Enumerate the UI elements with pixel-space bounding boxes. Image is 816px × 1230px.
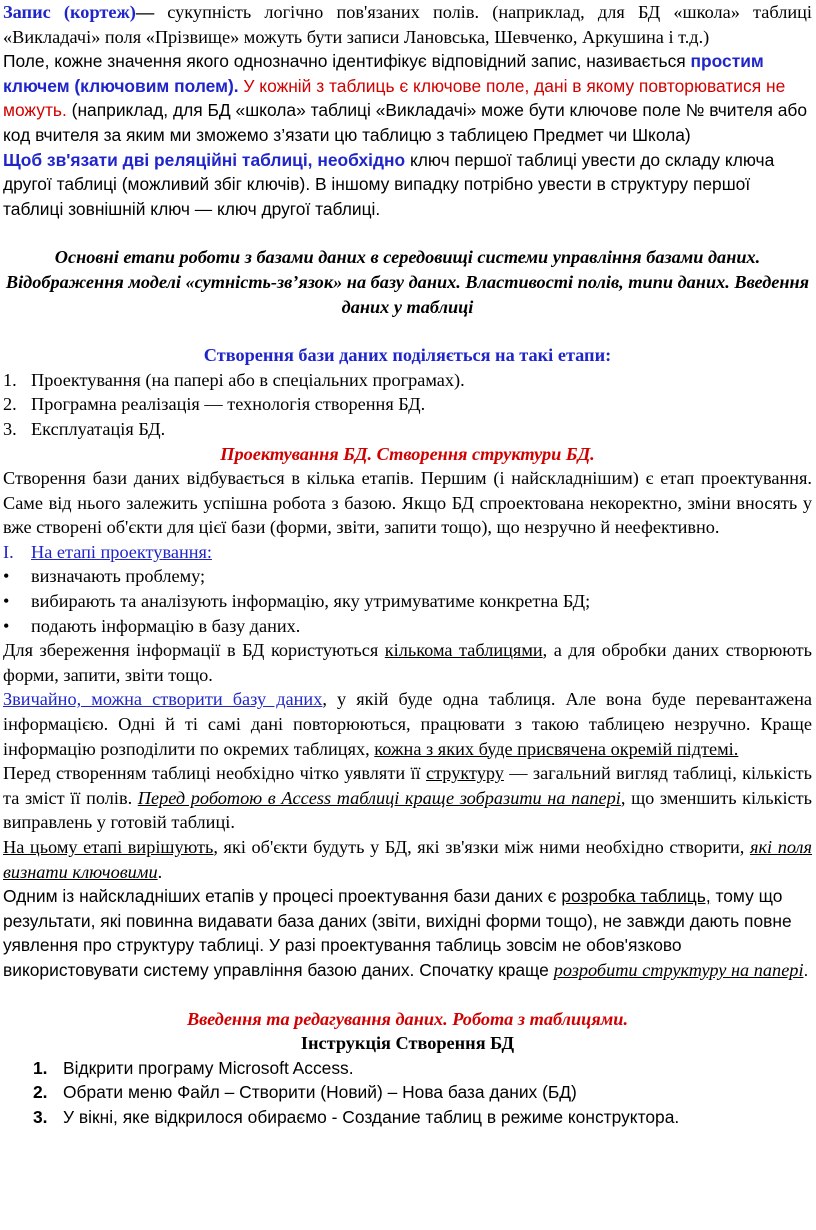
key-example: (наприклад, для БД «школа» таблиці «Викладачі» може бути ключове поле № вчителя або код вчителя за яким ми зможемо з’язати цю таблицю з таблицею Предмет чи Школа) bbox=[3, 100, 808, 145]
instruction-steps bbox=[3, 1056, 812, 1130]
underlined-text: розробка таблиць, bbox=[561, 886, 711, 907]
paragraph-key bbox=[3, 49, 812, 147]
underlined-text: структуру bbox=[425, 763, 504, 784]
italic-underlined-text: які поля визнати ключовими bbox=[3, 837, 812, 882]
underlined-text: кожна з яких буде присвячена окремій підтемі. bbox=[374, 738, 739, 759]
list-item: 2. Обрати меню Файл – Створити (Новий) – Нова база даних (БД) bbox=[33, 1082, 577, 1103]
relation-text: ключ першої таблиці увести до складу ключа другої таблиці (можливий збіг ключів). В іншому випадку потрібно увести в структуру першої таблиці зовнішній ключ — ключ другої таблиці. bbox=[3, 149, 775, 219]
record-definition: сукупність логічно пов'язаних полів. (наприклад, для БД «школа» таблиці «Викладачі» поля «Прізвище» можуть бути записи Лановська, Шевченко, Аркушина і т.д.) bbox=[3, 2, 812, 47]
list-item: 2. Програмна реалізація — технологія створення БД. bbox=[3, 394, 426, 415]
list-item: • подають інформацію в базу даних. bbox=[3, 615, 301, 636]
paragraph-structure: Перед створенням таблиці необхідно чітко уявляти її структуру — загальний вигляд таблиці, кількість та зміст її полів. Перед роботою в Access таблиці краще зобразити на папері, що зменшить кількість виправлень у готовій таблиці. bbox=[3, 763, 813, 833]
italic-underlined-text: розробити структуру на папері bbox=[553, 959, 804, 980]
dash: — bbox=[135, 2, 155, 22]
stages-list bbox=[3, 368, 812, 442]
design-bullets bbox=[3, 564, 812, 638]
instruction-title: Інструкція Створення БД bbox=[300, 1033, 515, 1054]
heading-main: Основні етапи роботи з базами даних в середовищі системи управління базами даних. Відображення моделі «сутність-зв’язок» на базу даних. Властивості полів, типи даних. Введення даних у таблиці bbox=[5, 247, 810, 317]
key-note: У кожній з таблиць є ключове поле, дані в якому повторюватися не можуть. bbox=[3, 75, 786, 121]
term-key: простим ключем (ключовим полем). bbox=[3, 51, 764, 96]
list-item: 1. Відкрити програму Microsoft Access. bbox=[33, 1057, 354, 1078]
paragraph-design: Створення бази даних відбувається в кілька етапів. Першим (і найскладнішим) є етап проектування. Саме від нього залежить успішна робота з базою. Якщо БД спроектована некоректно, зміни вносять у вже створені об'єкти для цієї бази (форми, звіти, запити тощо), що незручно й неефективно. bbox=[3, 468, 812, 538]
design-stage-item[interactable]: I. На етапі проектування: bbox=[3, 541, 213, 562]
design-stage-list bbox=[3, 540, 812, 565]
paragraph-relation bbox=[3, 148, 812, 222]
italic-underlined-text: Перед роботою в Access таблиці краще зобразити на папері bbox=[137, 787, 621, 808]
paragraph-single-table: Звичайно, можна створити базу даних, у якій буде одна таблиця. Але вона буде перевантажена інформацією. Одні й ті самі дані повторюються, працювати з такою таблицею незручно. Краще інформацію розподілити по окремих таблицях, кожна з яких буде присвячена окремій підтемі. bbox=[3, 689, 812, 759]
term-relation: Щоб зв'язати дві реляційні таблиці, необхідно bbox=[3, 149, 406, 170]
list-item: 1. Проектування (на папері або в спеціальних програмах). bbox=[3, 369, 465, 390]
paragraph-stage-decisions: На цьому етапі вирішують, які об'єкти будуть у БД, які зв'язки між ними необхідно створити, які поля визнати ключовими. bbox=[3, 837, 812, 882]
paragraph-tables: Для збереження інформації в БД користуються кількома таблицями, а для обробки даних створюють форми, запити, звіти тощо. bbox=[3, 640, 812, 685]
list-item: 3. Експлуатація БД. bbox=[3, 418, 166, 439]
create-db-link[interactable]: Звичайно, можна створити базу даних bbox=[3, 689, 323, 710]
list-item: 3. У вікні, яке відкрилося обираємо - Создание таблиц в режиме конструктора. bbox=[33, 1106, 680, 1127]
heading-design: Проектування БД. Створення структури БД. bbox=[220, 443, 595, 464]
paragraph-table-design: Одним із найскладніших етапів у процесі проектування бази даних є розробка таблиць, тому що результати, які повинна видавати база даних (звіти, вихідні форми тощо), не завжди дають повне уявлення про структуру таблиці. У разі проектування таблиць зовсім не обов'язково використовувати систему управління базою даних. Спочатку краще розробити структуру на папері. bbox=[3, 886, 809, 980]
underlined-text: На цьому етапі вирішують bbox=[3, 837, 214, 857]
term-record: Запис (кортеж) bbox=[3, 2, 136, 22]
list-item: • вибирають та аналізують інформацію, яку утримуватиме конкретна БД; bbox=[3, 591, 591, 612]
paragraph-record bbox=[3, 0, 812, 49]
underlined-text: кількома таблицями bbox=[384, 640, 543, 661]
key-text: Поле, кожне значення якого однозначно ідентифікує відповідний запис, називається bbox=[3, 51, 691, 72]
heading-data-entry: Введення та редагування даних. Робота з таблицями. bbox=[186, 1008, 629, 1029]
list-item: • визначають проблему; bbox=[3, 566, 206, 587]
stages-title: Створення бази даних поділяється на такі етапи: bbox=[203, 345, 612, 366]
